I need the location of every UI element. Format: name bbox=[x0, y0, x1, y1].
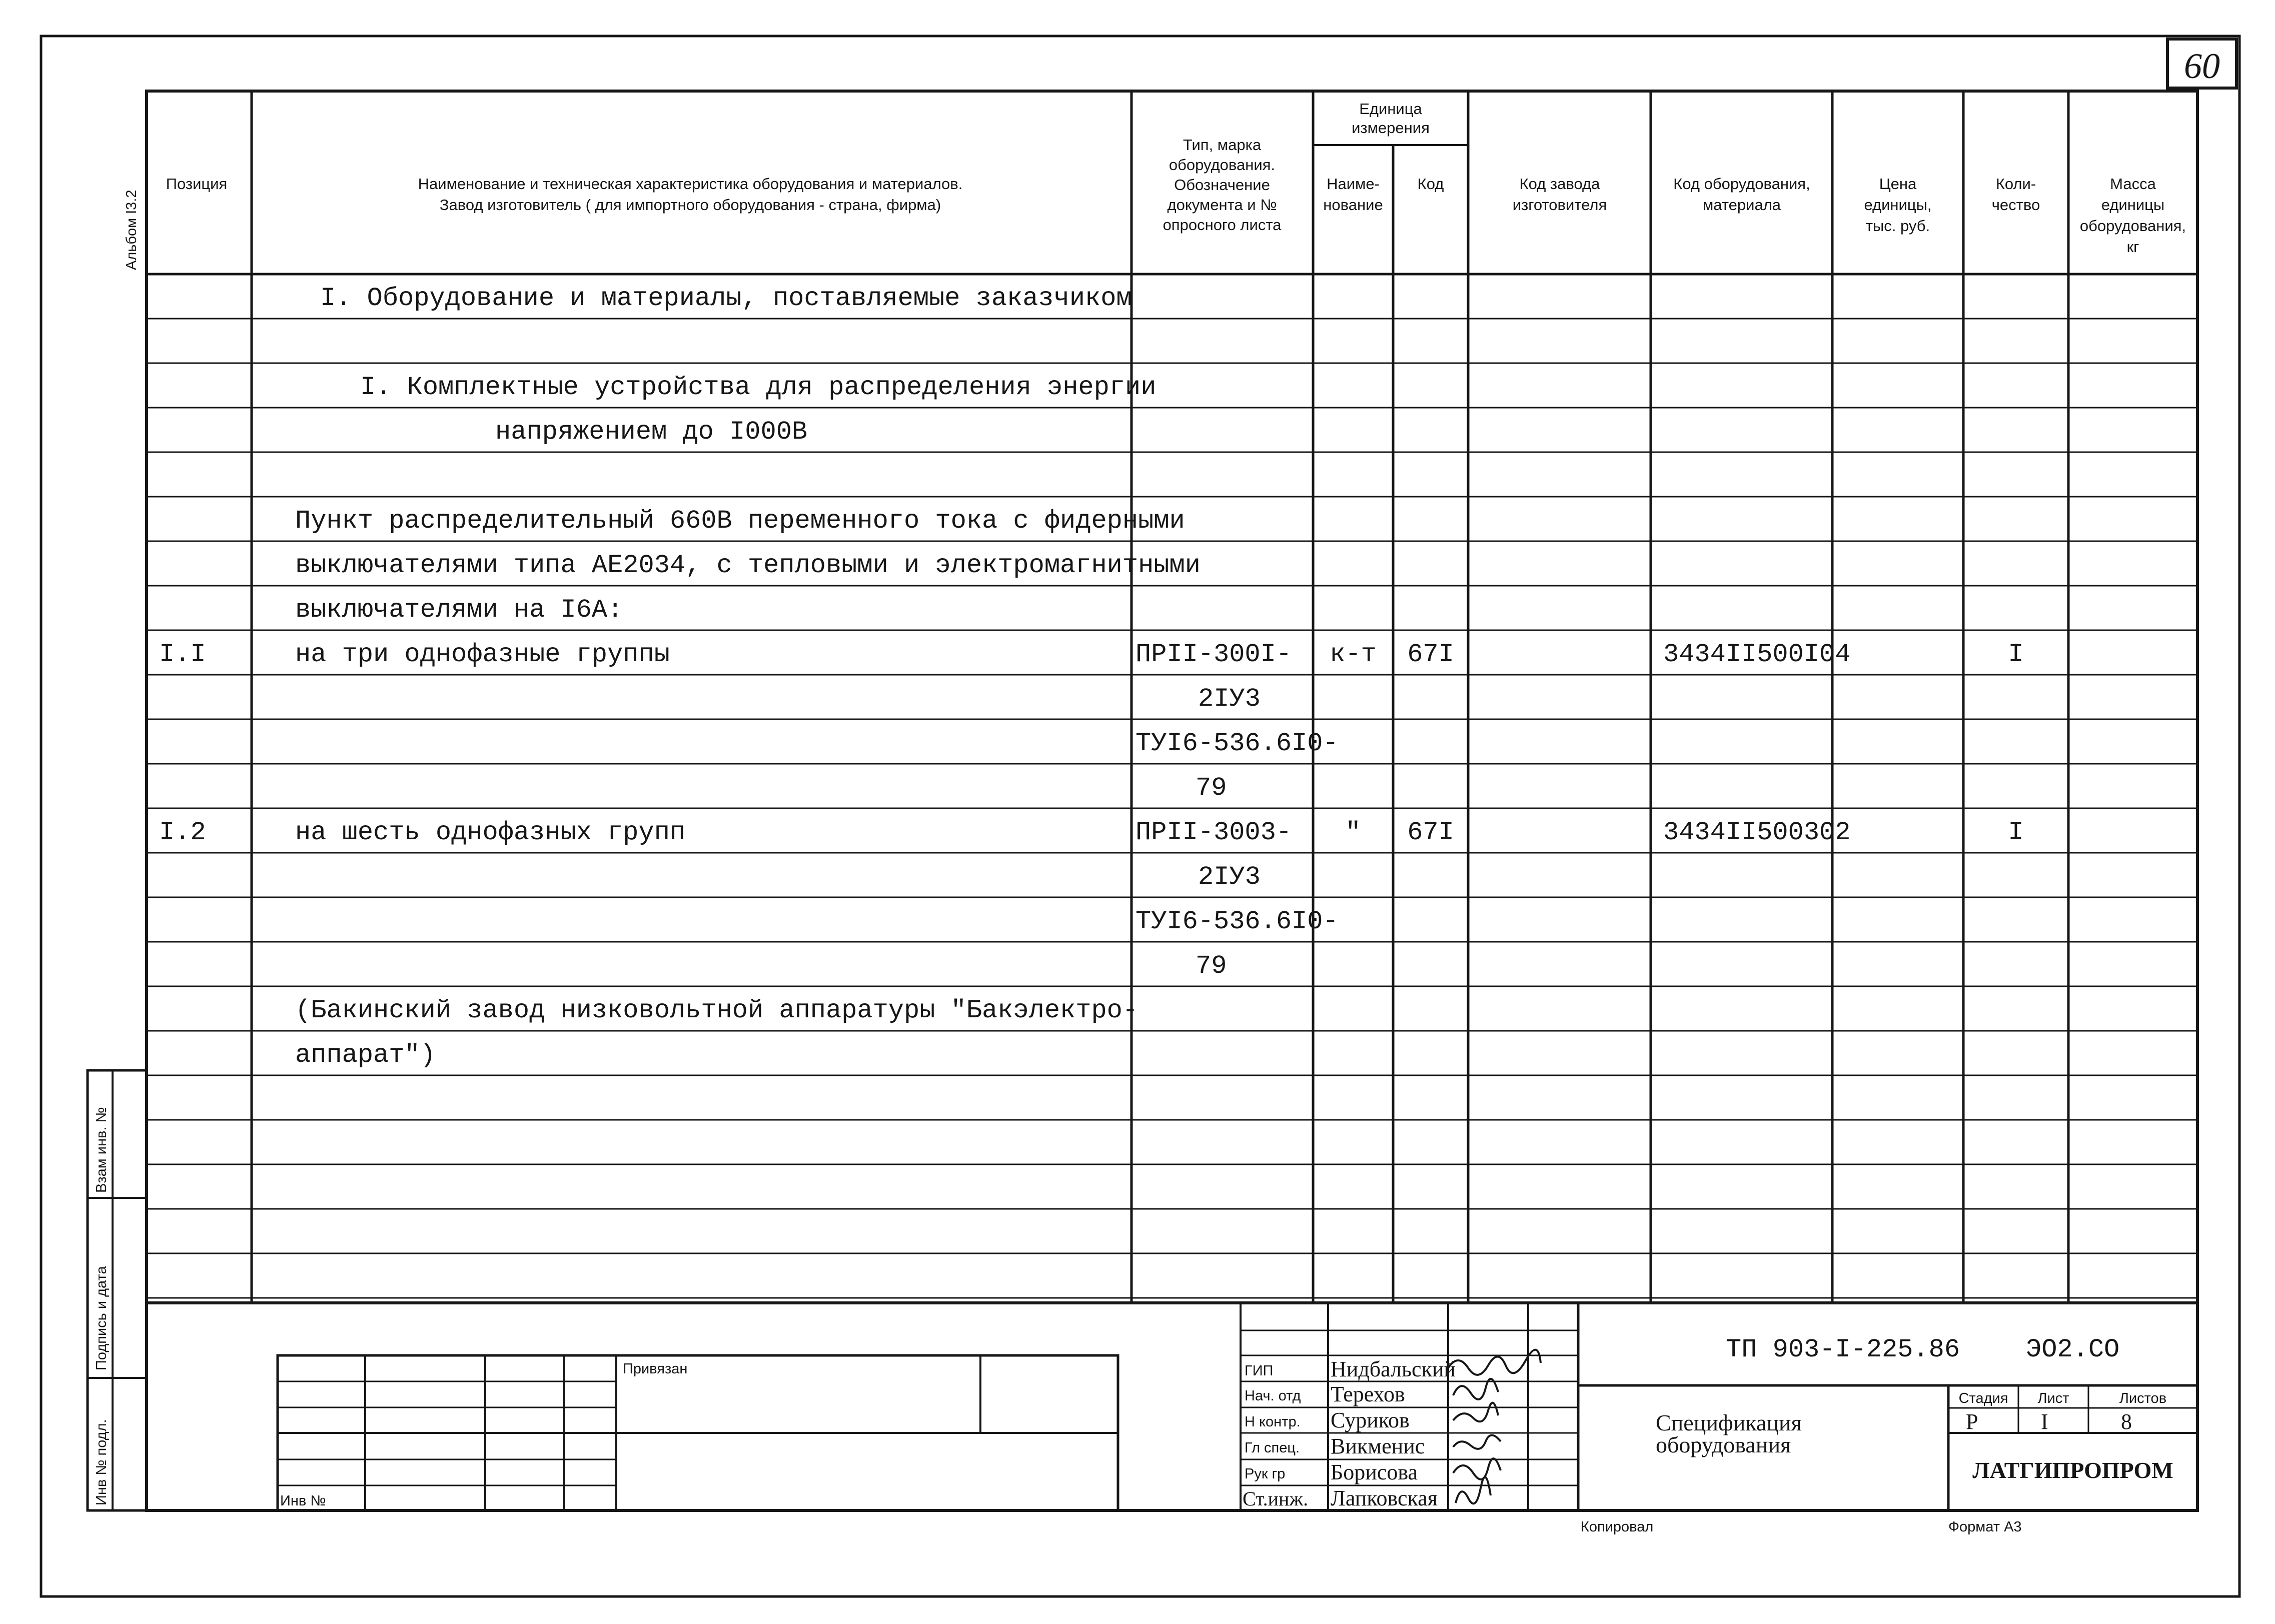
header-price-line2: единицы, bbox=[1864, 196, 1932, 214]
name-terekhov: Терехов bbox=[1331, 1382, 1405, 1406]
header-mass-line2: единицы bbox=[2101, 196, 2165, 214]
name-vikmenis: Викменис bbox=[1331, 1434, 1425, 1458]
side-stamp-podpis: Подпись и дата bbox=[94, 1266, 110, 1370]
name-surikov: Суриков bbox=[1331, 1408, 1410, 1432]
cell-type: ПРII-300I- bbox=[1135, 640, 1292, 669]
stage-value: Р bbox=[1966, 1409, 1978, 1434]
cell-name: выключателями типа АЕ2034, с тепловыми и электромагнитными bbox=[295, 551, 1201, 580]
name-lapkovskaya: Лапковская bbox=[1331, 1486, 1438, 1510]
sheet-label: Лист bbox=[2037, 1390, 2069, 1406]
table-row bbox=[295, 996, 1138, 1025]
document-title-line1: Спецификация bbox=[1656, 1410, 1802, 1435]
table-row bbox=[295, 1040, 436, 1070]
header-type-line4: документа и № bbox=[1167, 196, 1277, 214]
header-type-line2: оборудования. bbox=[1169, 156, 1276, 174]
header-type-line1: Тип, марка bbox=[1183, 136, 1262, 154]
header-factory-code-line1: Код завода bbox=[1519, 175, 1600, 193]
table-row bbox=[360, 373, 1156, 402]
side-stamp-inv-podl: Инв № подл. bbox=[94, 1419, 110, 1505]
table-row bbox=[1196, 951, 1227, 981]
header-unit-code: Код bbox=[1417, 175, 1444, 193]
cell-position: I.2 bbox=[159, 818, 206, 847]
header-type-line3: Обозначение bbox=[1174, 176, 1270, 194]
sheet-number: 60 bbox=[2184, 46, 2220, 86]
cell-name: I. Оборудование и материалы, поставляемые заказчиком bbox=[320, 284, 1132, 313]
copied-label: Копировал bbox=[1581, 1519, 1654, 1535]
header-mass-line3: оборудования, bbox=[2079, 217, 2186, 235]
table-row bbox=[295, 506, 1185, 536]
role-n-kontr: Н контр. bbox=[1245, 1414, 1301, 1430]
side-stamp-vzam: Взам инв. № bbox=[94, 1107, 110, 1193]
name-borisova: Борисова bbox=[1331, 1460, 1418, 1484]
name-nidbalsky: Нидбальский bbox=[1331, 1357, 1456, 1381]
signatures bbox=[1448, 1350, 1541, 1504]
sheets-value: 8 bbox=[2121, 1409, 2132, 1434]
cell-type: 2IУ3 bbox=[1198, 862, 1261, 892]
cell-type: 2IУ3 bbox=[1198, 684, 1261, 714]
cell-type: 79 bbox=[1196, 773, 1227, 803]
header-type-line5: опросного листа bbox=[1163, 216, 1282, 234]
table-row bbox=[1135, 907, 1339, 936]
cell-type: 79 bbox=[1196, 951, 1227, 981]
cell-equipment-code: 3434II500302 bbox=[1663, 818, 1851, 847]
role-gl-spec: Гл спец. bbox=[1245, 1440, 1300, 1456]
header-name-line1: Наименование и техническая характеристика оборудования и материалов. bbox=[418, 175, 963, 193]
album-label: Альбом I3.2 bbox=[124, 190, 140, 270]
table-row bbox=[295, 595, 623, 625]
cell-quantity: I bbox=[2008, 818, 2024, 847]
sheet-value: I bbox=[2041, 1409, 2048, 1434]
title-block bbox=[147, 1303, 2197, 1535]
cell-name: Пункт распределительный 660В переменного тока с фидерными bbox=[295, 506, 1185, 536]
table-header bbox=[166, 100, 2186, 256]
format-label: Формат А3 bbox=[1948, 1519, 2022, 1535]
cell-name: напряжением до I000В bbox=[495, 417, 808, 447]
cell-equipment-code: 3434II500I04 bbox=[1663, 640, 1851, 669]
table-row bbox=[159, 640, 2024, 669]
header-mass-line4: кг bbox=[2126, 238, 2139, 256]
document-code: ТП 903-I-225.86 bbox=[1726, 1335, 1960, 1364]
inv-no-label: Инв № bbox=[280, 1493, 326, 1509]
role-gip: ГИП bbox=[1245, 1363, 1274, 1379]
cell-name: выключателями на I6А: bbox=[295, 595, 623, 625]
cell-name: I. Комплектные устройства для распределения энергии bbox=[360, 373, 1157, 402]
header-factory-code-line2: изготовителя bbox=[1512, 196, 1607, 214]
cell-quantity: I bbox=[2008, 640, 2024, 669]
header-qty-line1: Коли- bbox=[1995, 175, 2036, 193]
table-row bbox=[295, 551, 1201, 580]
header-price-line3: тыс. руб. bbox=[1865, 217, 1930, 235]
table-row bbox=[1198, 862, 1261, 892]
header-mass-line1: Масса bbox=[2110, 175, 2156, 193]
privyazan-label: Привязан bbox=[623, 1361, 688, 1377]
cell-type: ТУI6-536.6I0- bbox=[1135, 907, 1339, 936]
organization-name: ЛАТГИПРОПРОМ bbox=[1972, 1457, 2173, 1483]
cell-code: 67I bbox=[1407, 640, 1454, 669]
cell-unit: к-т bbox=[1330, 640, 1377, 669]
header-qty-line2: чество bbox=[1991, 196, 2040, 214]
header-equipment-code-line1: Код оборудования, bbox=[1673, 175, 1810, 193]
cell-type: ПРII-3003- bbox=[1135, 818, 1292, 847]
stage-label: Стадия bbox=[1958, 1390, 2008, 1406]
header-position: Позиция bbox=[166, 175, 228, 193]
cell-code: 67I bbox=[1407, 818, 1454, 847]
cell-name: на шесть однофазных групп bbox=[295, 818, 686, 847]
cell-position: I.I bbox=[159, 640, 206, 669]
row-lines bbox=[147, 319, 2197, 1298]
cell-name: (Бакинский завод низковольтной аппаратуры "Бакэлектро- bbox=[295, 996, 1139, 1025]
header-price-line1: Цена bbox=[1879, 175, 1917, 193]
table-row bbox=[495, 417, 807, 447]
cell-name: аппарат") bbox=[295, 1040, 436, 1070]
role-st-inzh: Ст.инж. bbox=[1243, 1487, 1309, 1510]
table-row bbox=[1198, 684, 1261, 714]
header-unit-group-line1: Единица bbox=[1359, 100, 1422, 118]
side-stamp bbox=[88, 1070, 147, 1510]
table-row bbox=[1196, 773, 1227, 803]
role-ruk-gr: Рук гр bbox=[1245, 1466, 1286, 1482]
header-unit-name-line1: Наиме- bbox=[1327, 175, 1380, 193]
header-unit-group-line2: измерения bbox=[1352, 119, 1430, 137]
sheets-label: Листов bbox=[2119, 1390, 2167, 1406]
header-equipment-code-line2: материала bbox=[1702, 196, 1781, 214]
document-suffix: ЭО2.СО bbox=[2026, 1335, 2120, 1364]
header-unit-name-line2: нование bbox=[1323, 196, 1383, 214]
table-body bbox=[159, 284, 2024, 1070]
table-row bbox=[320, 284, 1132, 313]
document-title-line2: оборудования bbox=[1656, 1432, 1791, 1457]
table-row bbox=[1135, 729, 1339, 758]
table-row bbox=[159, 818, 2024, 847]
header-name-line2: Завод изготовитель ( для импортного оборудования - страна, фирма) bbox=[439, 196, 941, 214]
role-nach-otd: Нач. отд bbox=[1245, 1388, 1301, 1404]
cell-unit: " bbox=[1345, 818, 1361, 847]
cell-type: ТУI6-536.6I0- bbox=[1135, 729, 1339, 758]
cell-name: на три однофазные группы bbox=[295, 640, 670, 669]
